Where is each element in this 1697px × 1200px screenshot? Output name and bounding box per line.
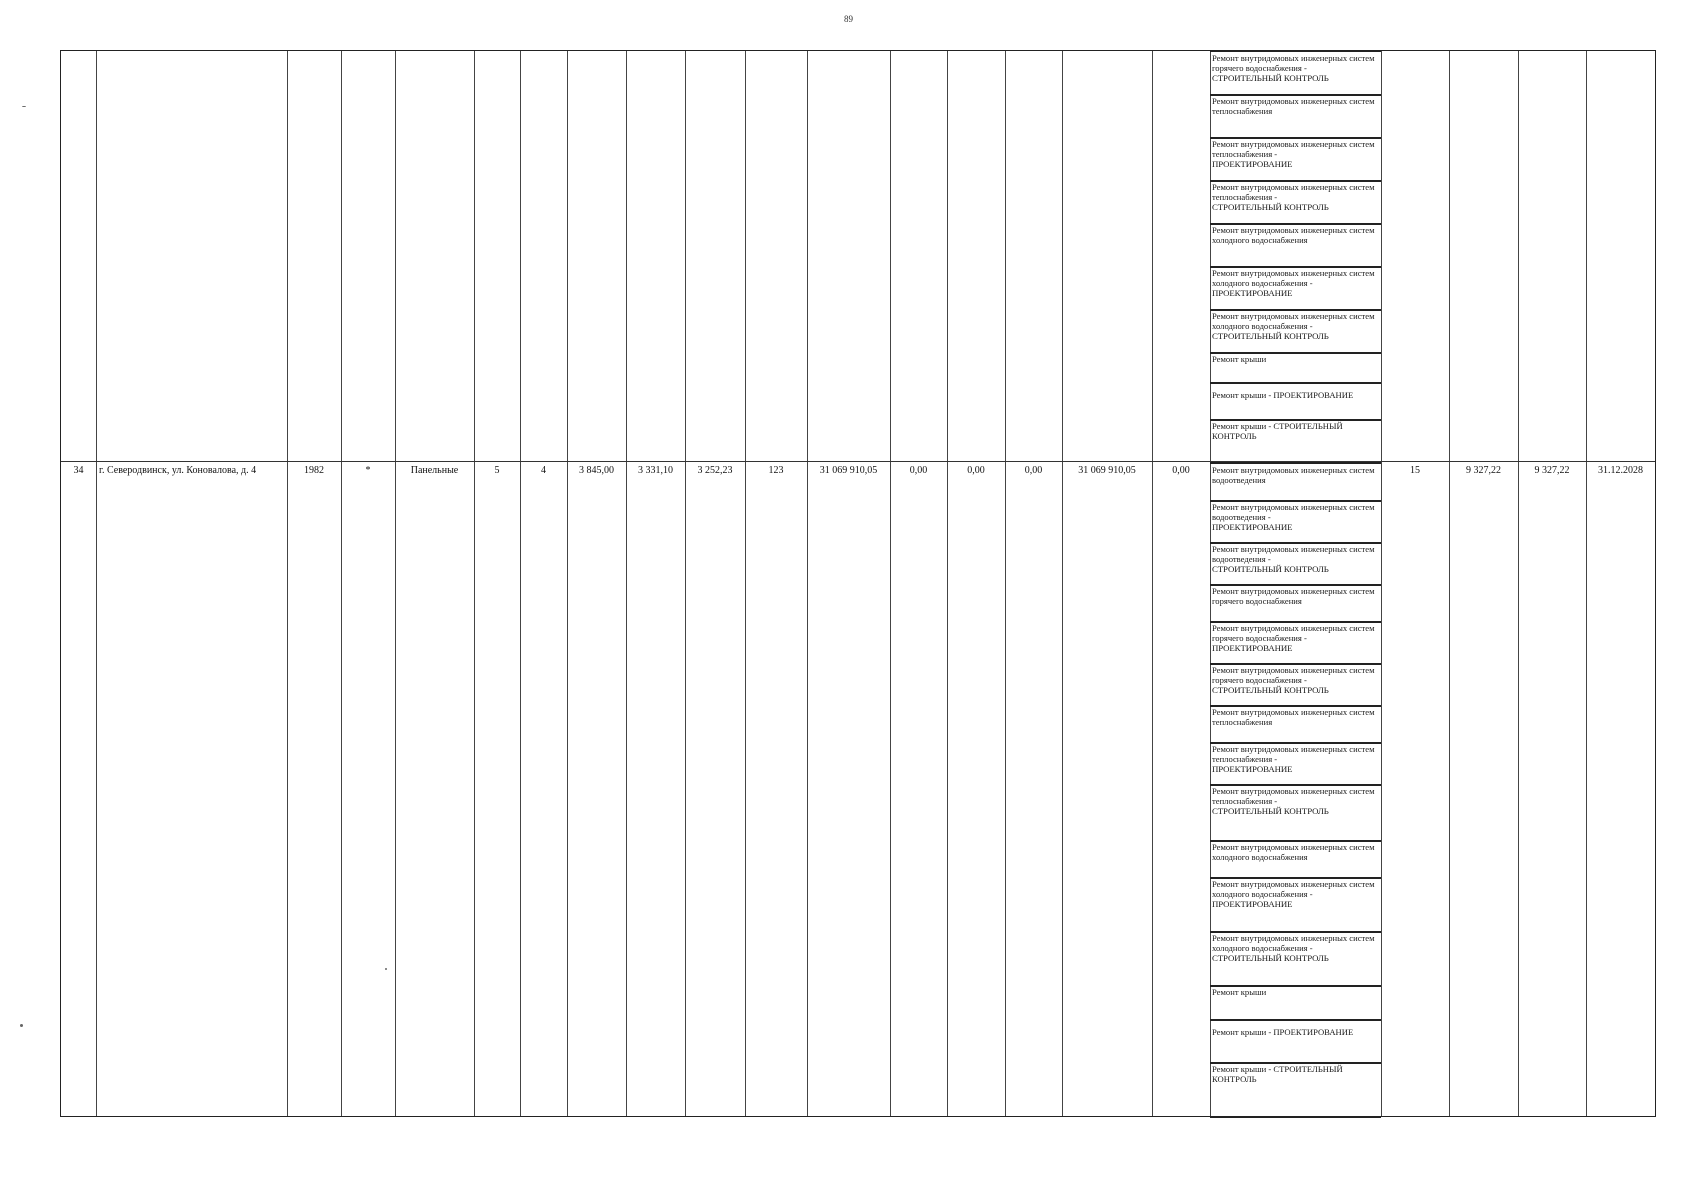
work-item: Ремонт внутридомовых инженерных систем водоотведения - СТРОИТЕЛЬНЫЙ КОНТРОЛЬ bbox=[1210, 542, 1381, 586]
row-divider bbox=[61, 461, 1655, 462]
cost-per-m2: 9 327,22 bbox=[1466, 465, 1501, 476]
house-address: г. Северодвинск, ул. Коновалова, д. 4 bbox=[99, 465, 257, 476]
repair-program-table bbox=[60, 50, 1656, 1117]
work-item: Ремонт крыши - СТРОИТЕЛЬНЫЙ КОНТРОЛЬ bbox=[1210, 419, 1381, 463]
work-item: Ремонт внутридомовых инженерных систем теплоснабжения bbox=[1210, 94, 1381, 139]
fund-owners: 31 069 910,05 bbox=[1078, 465, 1136, 476]
page-number: 89 bbox=[844, 14, 853, 24]
work-item: Ремонт внутридомовых инженерных систем водоотведения bbox=[1210, 463, 1381, 502]
floors: 5 bbox=[494, 465, 500, 476]
entrances: 4 bbox=[541, 465, 546, 476]
work-item: Ремонт внутридомовых инженерных систем холодного водоснабжения - СТРОИТЕЛЬНЫЙ КОНТРОЛЬ bbox=[1210, 309, 1381, 354]
deadline: 31.12.2028 bbox=[1598, 465, 1643, 476]
total-area: 3 845,00 bbox=[579, 465, 614, 476]
work-item: Ремонт внутридомовых инженерных систем горячего водоснабжения - СТРОИТЕЛЬНЫЙ КОНТРОЛЬ bbox=[1210, 51, 1381, 96]
work-item: Ремонт внутридомовых инженерных систем теплоснабжения bbox=[1210, 705, 1381, 744]
works-column-row34 bbox=[1210, 51, 1381, 1116]
residents: 123 bbox=[768, 465, 784, 476]
fund-local: 0,00 bbox=[1024, 465, 1043, 476]
work-item: Ремонт внутридомовых инженерных систем холодного водоснабжения bbox=[1210, 223, 1381, 268]
year-built: 1982 bbox=[304, 465, 324, 476]
work-item: Ремонт внутридомовых инженерных систем холодного водоснабжения - СТРОИТЕЛЬНЫЙ КОНТРОЛЬ bbox=[1210, 931, 1381, 987]
work-item: Ремонт крыши - ПРОЕКТИРОВАНИЕ bbox=[1210, 1019, 1381, 1064]
work-item: Ремонт внутридомовых инженерных систем теплоснабжения - СТРОИТЕЛЬНЫЙ КОНТРОЛЬ bbox=[1210, 784, 1381, 842]
work-item: Ремонт внутридомовых инженерных систем водоотведения - ПРОЕКТИРОВАНИЕ bbox=[1210, 500, 1381, 544]
fund-other: 0,00 bbox=[1172, 465, 1190, 476]
fund-federal: 0,00 bbox=[909, 465, 928, 476]
work-item: Ремонт крыши bbox=[1210, 985, 1381, 1021]
area-rooms: 3 331,10 bbox=[638, 465, 673, 476]
work-item: Ремонт крыши - СТРОИТЕЛЬНЫЙ КОНТРОЛЬ bbox=[1210, 1062, 1381, 1118]
wall-material: Панельные bbox=[410, 465, 459, 476]
total-cost: 31 069 910,05 bbox=[819, 465, 878, 476]
cost-limit: 9 327,22 bbox=[1534, 465, 1570, 476]
work-item: Ремонт внутридомовых инженерных систем холодного водоснабжения - ПРОЕКТИРОВАНИЕ bbox=[1210, 266, 1381, 311]
year-overhaul: * bbox=[365, 465, 371, 476]
work-item: Ремонт крыши bbox=[1210, 352, 1381, 384]
work-item: Ремонт внутридомовых инженерных систем холодного водоснабжения bbox=[1210, 840, 1381, 879]
scan-dot bbox=[20, 1024, 23, 1027]
row-number: 34 bbox=[73, 465, 84, 476]
work-item: Ремонт крыши - ПРОЕКТИРОВАНИЕ bbox=[1210, 382, 1381, 421]
scan-dot bbox=[22, 106, 26, 107]
work-item: Ремонт внутридомовых инженерных систем холодного водоснабжения - ПРОЕКТИРОВАНИЕ bbox=[1210, 877, 1381, 933]
work-item: Ремонт внутридомовых инженерных систем теплоснабжения - ПРОЕКТИРОВАНИЕ bbox=[1210, 742, 1381, 786]
fund-regional: 0,00 bbox=[967, 465, 985, 476]
work-item: Ремонт внутридомовых инженерных систем горячего водоснабжения bbox=[1210, 584, 1381, 623]
work-item: Ремонт внутридомовых инженерных систем горячего водоснабжения - ПРОЕКТИРОВАНИЕ bbox=[1210, 621, 1381, 665]
work-item: Ремонт внутридомовых инженерных систем горячего водоснабжения - СТРОИТЕЛЬНЫЙ КОНТРОЛЬ bbox=[1210, 663, 1381, 707]
work-item: Ремонт внутридомовых инженерных систем теплоснабжения - ПРОЕКТИРОВАНИЕ bbox=[1210, 137, 1381, 182]
area-living: 3 252,23 bbox=[697, 465, 733, 476]
work-item: Ремонт внутридомовых инженерных систем теплоснабжения - СТРОИТЕЛЬНЫЙ КОНТРОЛЬ bbox=[1210, 180, 1381, 225]
works-count: 15 bbox=[1410, 465, 1420, 476]
